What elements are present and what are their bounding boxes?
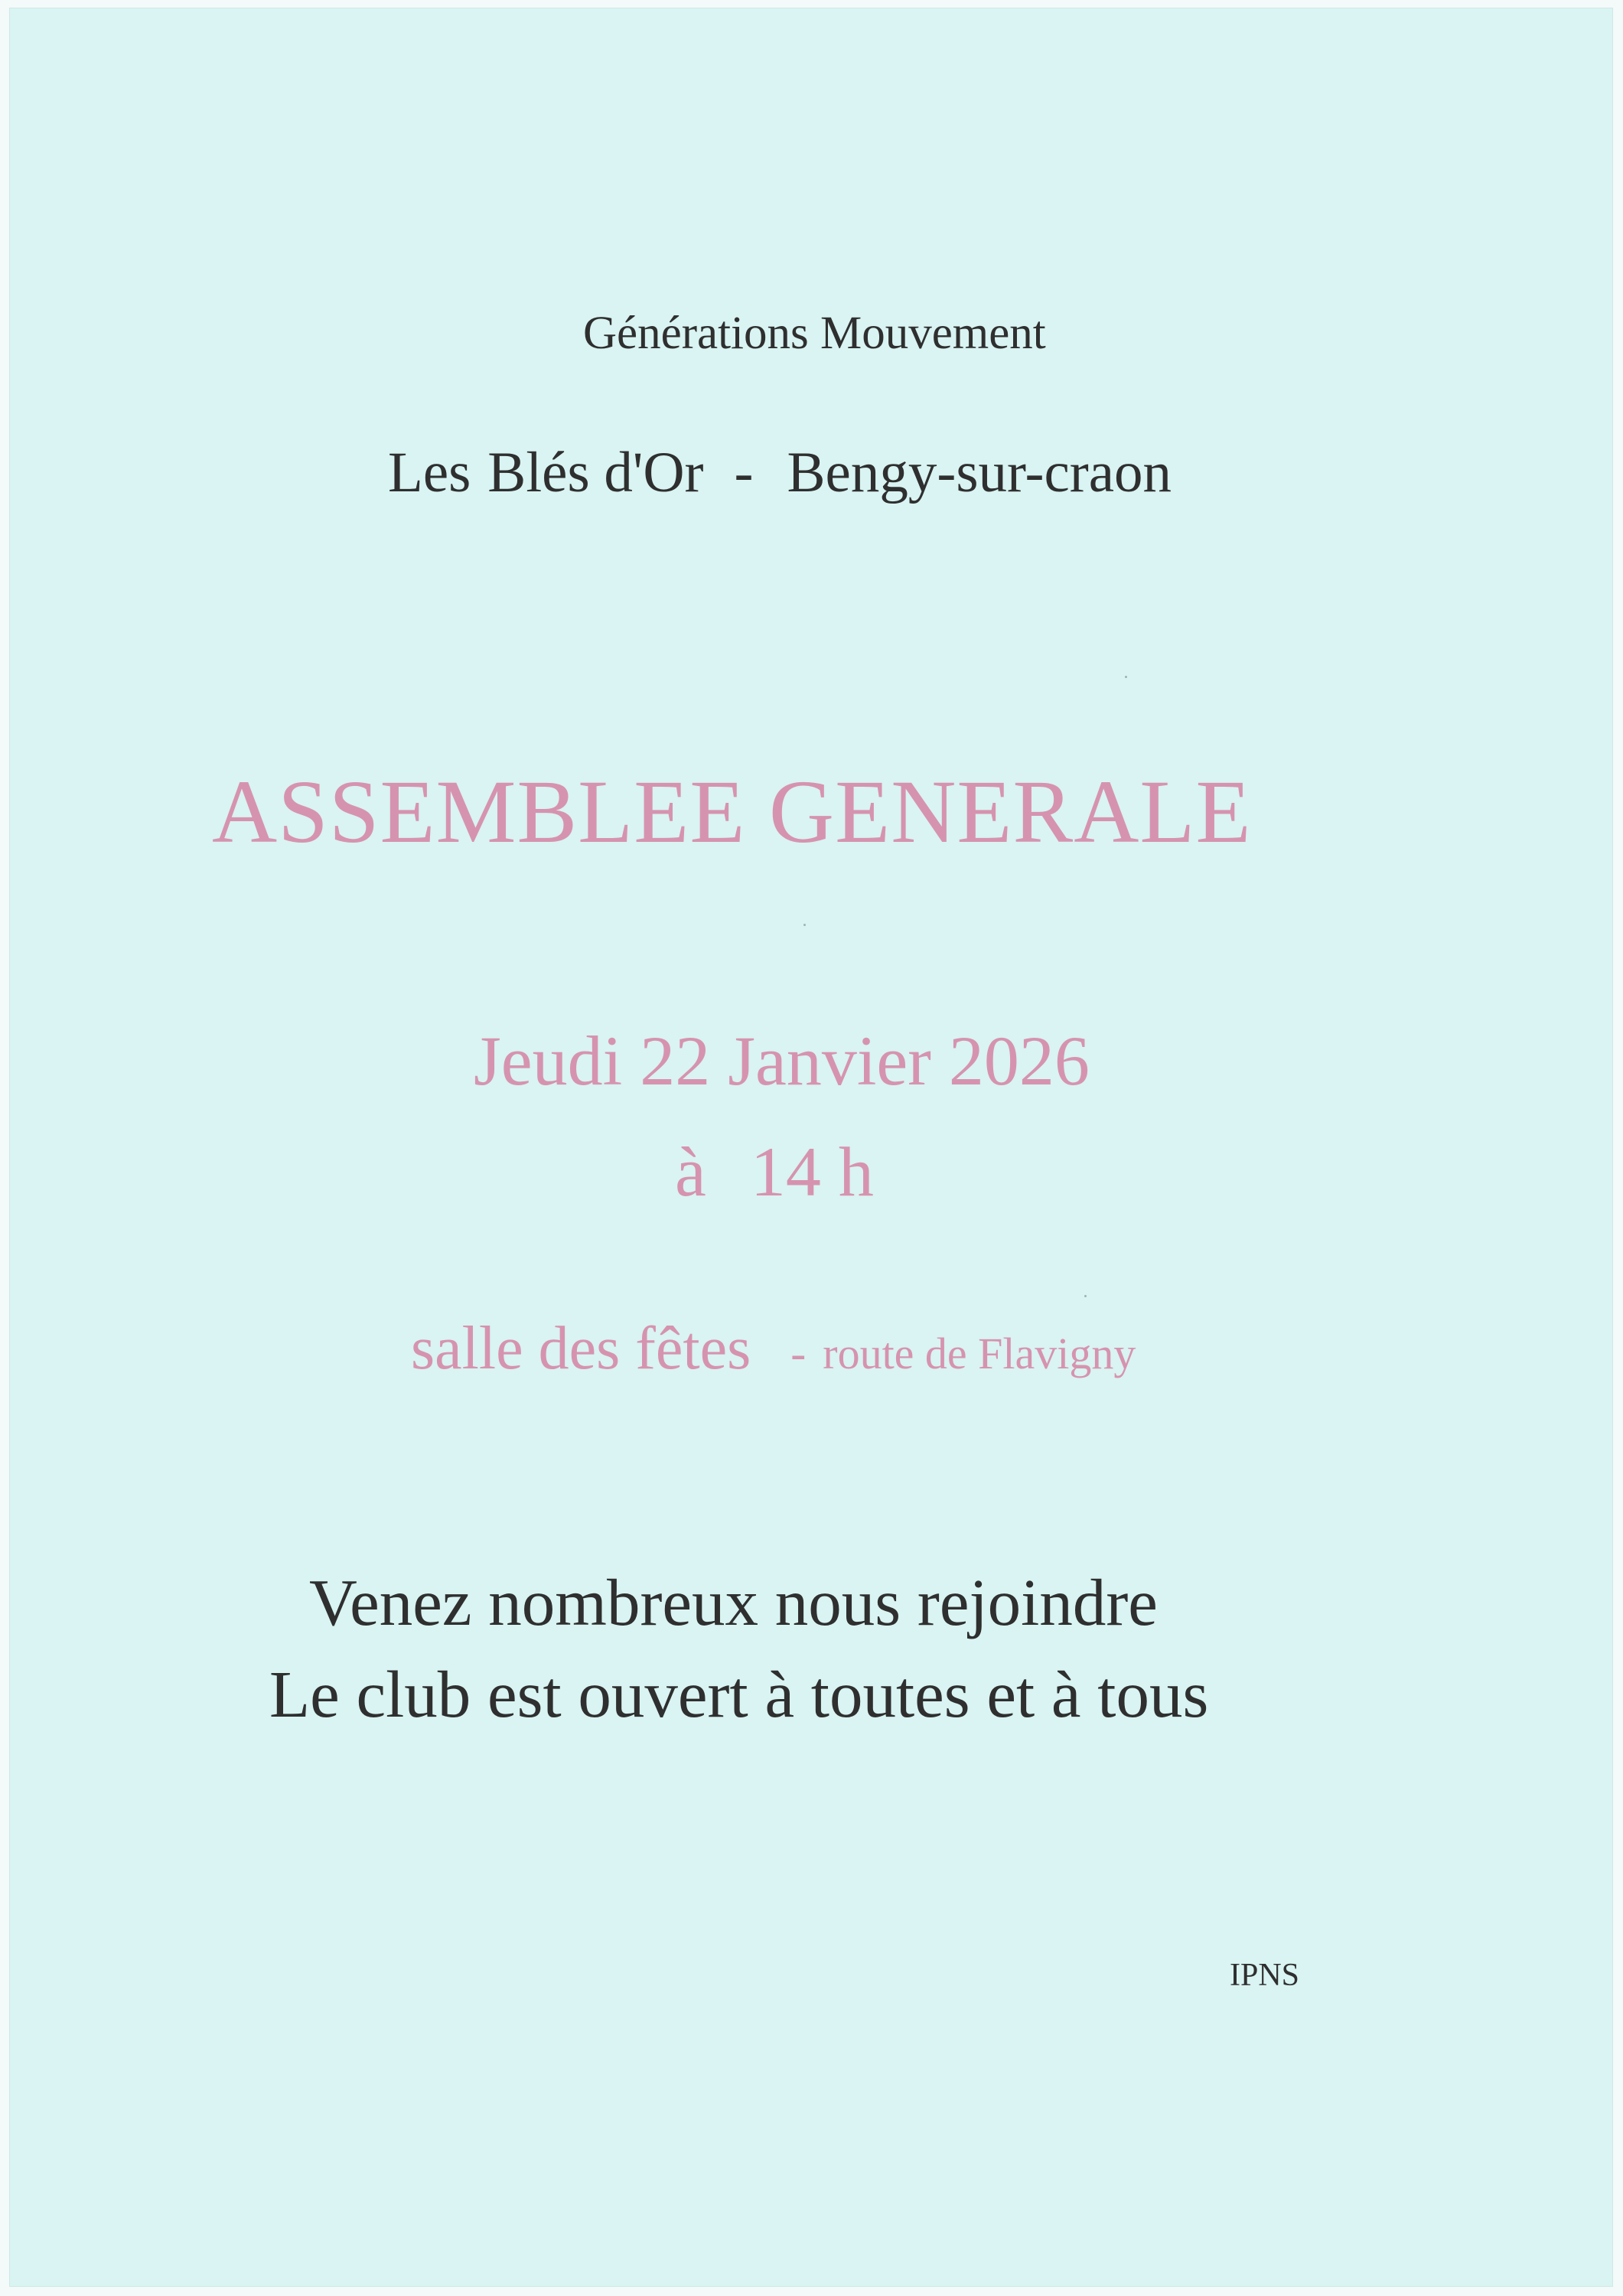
paper-speck bbox=[1125, 676, 1127, 678]
paper-speck bbox=[1084, 1295, 1087, 1297]
event-time-value: 14 h bbox=[750, 1133, 874, 1211]
event-venue bbox=[411, 1315, 1136, 1382]
ipns-mention: IPNS bbox=[1230, 1958, 1300, 1993]
event-title: ASSEMBLEE GENERALE bbox=[212, 762, 1252, 862]
flyer-sheet bbox=[9, 8, 1613, 2287]
venue-separator: - bbox=[790, 1328, 807, 1378]
venue-address: route de Flavigny bbox=[823, 1329, 1136, 1378]
event-time bbox=[675, 1133, 874, 1211]
club-line bbox=[388, 441, 1172, 504]
event-time-prefix: à bbox=[675, 1133, 706, 1211]
paper-speck bbox=[803, 924, 806, 926]
club-name-prefix: Les bbox=[388, 441, 471, 504]
club-separator: - bbox=[734, 441, 754, 504]
venue-name: salle des fêtes bbox=[411, 1315, 751, 1382]
organization-name: Générations Mouvement bbox=[583, 308, 1046, 359]
event-date: Jeudi 22 Janvier 2026 bbox=[474, 1022, 1090, 1100]
invitation-line-2: Le club est ouvert à toutes et à tous bbox=[269, 1657, 1209, 1731]
town-name: Bengy-sur-craon bbox=[787, 441, 1172, 504]
invitation-line-1: Venez nombreux nous rejoindre bbox=[309, 1565, 1158, 1639]
club-name: Blés d'Or bbox=[487, 441, 704, 504]
